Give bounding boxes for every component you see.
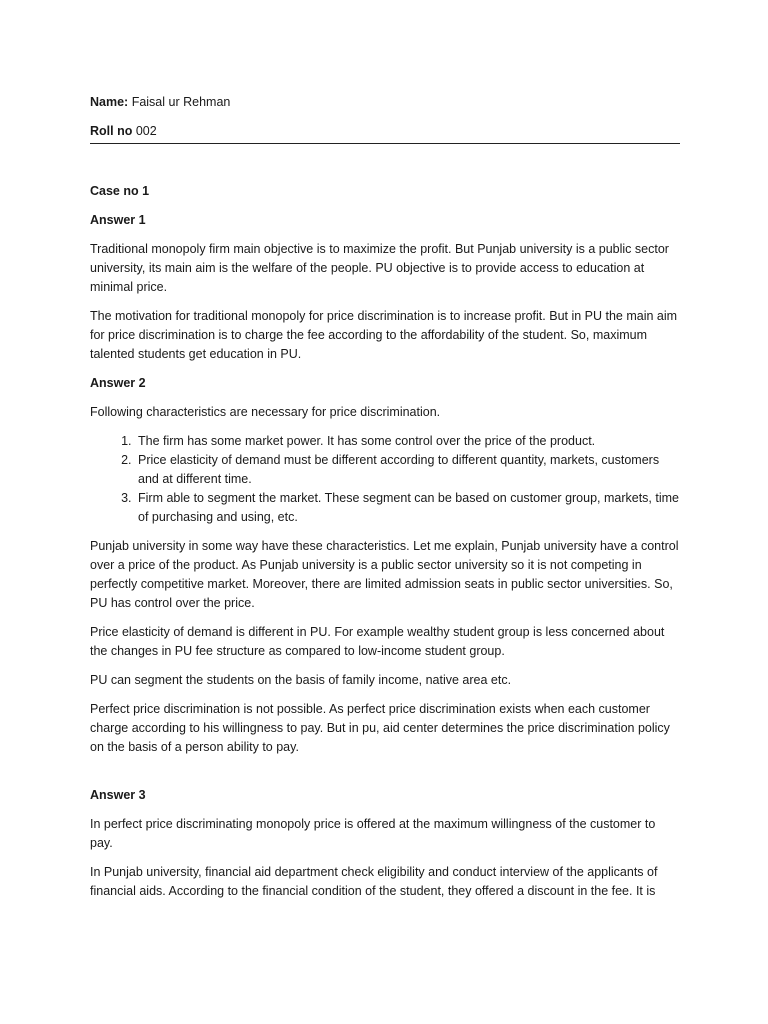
- name-line: [90, 93, 680, 112]
- name-value: Faisal ur Rehman: [128, 95, 231, 109]
- list-item: 2. Price elasticity of demand must be different according to different quantity, markets, customers and at different time.: [135, 451, 680, 489]
- answer1-paragraph: The motivation for traditional monopoly for price discrimination is to increase profit. But in PU the main aim for price discrimination is to charge the fee according to the affordability of the student. So, maximum talented students get education in PU.: [90, 309, 678, 361]
- case-title: Case no 1: [90, 184, 150, 198]
- roll-value: 002: [132, 124, 157, 138]
- answer2-heading: Answer 2: [90, 376, 146, 390]
- roll-label: Roll no: [90, 124, 133, 138]
- answer2-paragraph: PU can segment the students on the basis of family income, native area etc.: [90, 673, 512, 687]
- answer2-paragraph: Punjab university in some way have these characteristics. Let me explain, Punjab university have a control over a price of the product. As Punjab university is a public sector university so it is not competing in perfectly competitive market. Moreover, there are limited admission seats in public sector universities. So, PU has control over the price.: [90, 539, 679, 610]
- answer1-paragraph: Traditional monopoly firm main objective is to maximize the profit. But Punjab university is a public sector university, its main aim is the welfare of the people. PU objective is to provide access to education at minimal price.: [90, 242, 669, 294]
- answer3-paragraph: In perfect price discriminating monopoly price is offered at the maximum willingness of the customer to pay.: [90, 817, 656, 850]
- answer2-intro: Following characteristics are necessary for price discrimination.: [90, 405, 441, 419]
- list-item: 1. The firm has some market power. It has some control over the price of the product.: [135, 432, 680, 451]
- roll-line: [90, 122, 680, 141]
- characteristics-list: [90, 432, 680, 527]
- answer3-heading: Answer 3: [90, 788, 146, 802]
- name-label: Name:: [90, 95, 129, 109]
- list-item: 3. Firm able to segment the market. These segment can be based on customer group, markets, time of purchasing and using, etc.: [135, 489, 680, 527]
- answer2-paragraph: Perfect price discrimination is not possible. As perfect price discrimination exists when each customer charge according to his willingness to pay. But in pu, aid center determines the price discrimination policy on the basis of a person ability to pay.: [90, 702, 670, 754]
- answer3-paragraph: In Punjab university, financial aid department check eligibility and conduct interview of the applicants of financial aids. According to the financial condition of the student, they offered a discount in the fee. It is: [90, 865, 658, 898]
- document-body: [90, 93, 680, 911]
- header-divider: [90, 143, 680, 144]
- answer2-paragraph: Price elasticity of demand is different in PU. For example wealthy student group is less concerned about the changes in PU fee structure as compared to low-income student group.: [90, 625, 665, 658]
- answer1-heading: Answer 1: [90, 213, 146, 227]
